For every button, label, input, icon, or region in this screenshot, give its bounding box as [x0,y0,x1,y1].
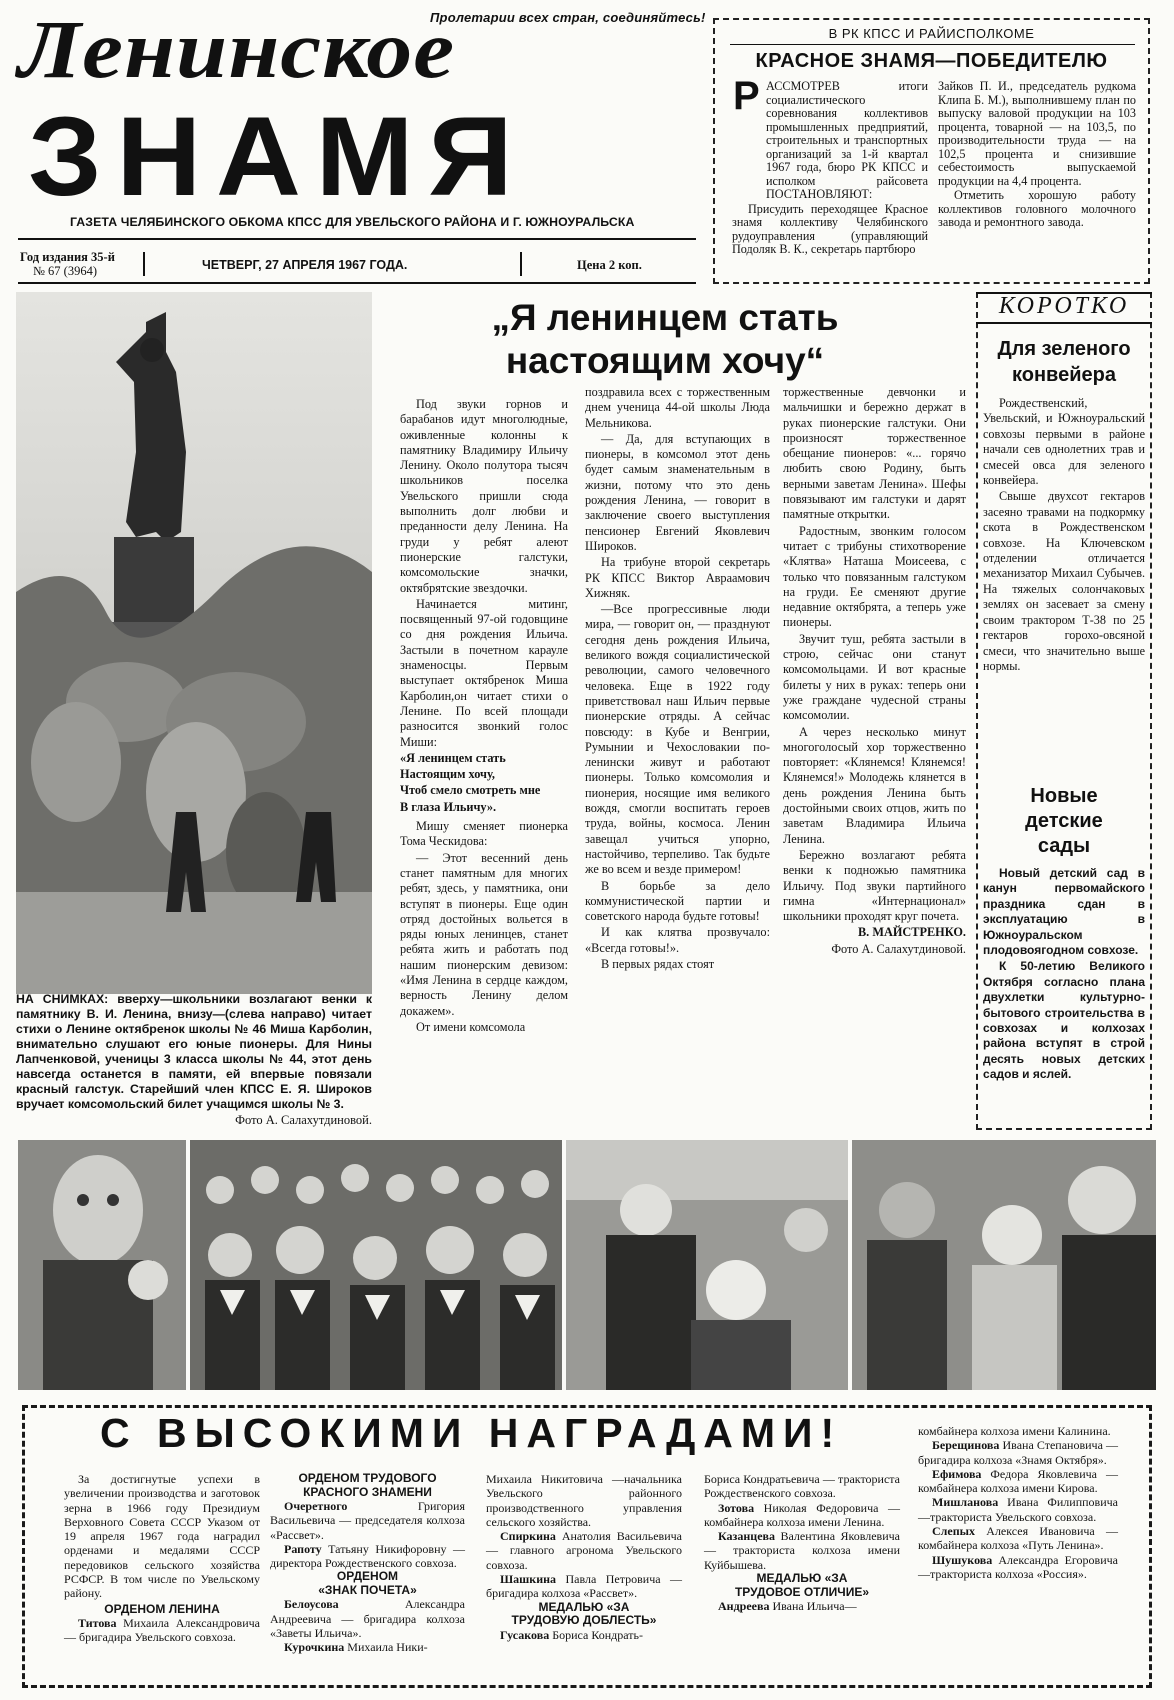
briefly-headline-1 [978,336,1150,388]
briefly-text-2 [983,866,1145,1084]
awardee-kurochkin-a: Михаила Ники- [347,1640,428,1655]
awardee-shushukova-name: Шушукова [932,1552,993,1567]
briefly-headline-2-l3: сады [1037,835,1091,857]
masthead-rule-top [18,238,696,240]
photo-4-image [852,1140,1156,1390]
photo-1 [18,1140,186,1390]
photo-3 [566,1140,848,1390]
masthead-slogan: Пролетарии всех стран, соединяйтесь! [430,10,706,25]
awardee-kurochkin: Михаила Никитовича —начальника Увельского районного производственного управления сельского хозяйства. [486,1472,682,1529]
awardee-zotova-name: Зотова [718,1500,755,1515]
awardee-belousova: Александра Андреевича — бригадира колхоза «Заветы Ильича». [270,1597,465,1641]
briefly-headline-1-l1: Для зеленого [997,338,1131,360]
briefly-p3: Новый детский сад в канун первомайского праздника сдан в эксплуатацию в Южноуральском плодовоягодном совхозе. [983,866,1145,958]
awardee-andreeva-name: Андреева [718,1599,770,1614]
lead-c2p5: В борьбе за дело коммунистической партии и советского народа будьте готовы! [585,878,770,924]
lead-credit: Фото А. Салахутдиновой. [831,941,966,956]
awardee-belousova-name: Белоусова [284,1597,339,1612]
masthead-title-block: ЗНАМЯ [28,94,528,219]
announcement-col2 [938,80,1136,231]
awards-order-znak-l2: «ЗНАК ПОЧЕТА» [318,1582,417,1597]
awards-col-2 [270,1472,465,1655]
lead-c2p1: поздравила всех с торжественным днем ученица 44-ой школы Люда Мельникова. [585,385,770,430]
lead-headline-line2: настоящим хочу“ [505,340,825,381]
monument-photo-credit: Фото А. Салахутдиновой. [235,1113,372,1127]
lead-c2p2: — Да, для вступающих в пионеры, в комсомол этот день будет самым знаменательным в жизни, потому что это день рождения Ленина, — говорит в заключение своего выступления пенсионер Евгений Яковлевич Широков. [585,431,770,553]
awards-col-5 [918,1424,1118,1581]
awardee-spirkin-name: Спиркина [500,1529,556,1544]
lead-signature: В. МАЙСТРЕНКО. [857,925,966,940]
awardee-gusakova-a: Бориса Кондрать- [552,1627,643,1642]
briefly-headline-1-l2: конвейера [1012,364,1116,386]
awardee-titov: Михаила Александровича — бригадира Увельского совхоза. [64,1616,260,1645]
awardee-zotova: Николая Федоровича — комбайнера колхоза имени Ленина. [704,1500,901,1529]
awardee-mishlanova: Ивана Филипповича —тракториста Увельского совхоза. [918,1495,1118,1524]
announcement-col2-text: Зайков П. И., председатель рудкома Клипа Б. М.), выполнившему план по выпуску валовой продукции на 103 процента, товарной — на 103,5, по производительности труда — на 102,5 процента и снизившие себестоимость выпускаемой продукции на 4,4 процента. [938,79,1136,188]
monument-photo-caption [16,992,372,1112]
lead-c1p2: Начинается митинг, посвященный 97-ой годовщине со дня рождения Ильича. Застыли в почетном карауле знаменосцы. Первым выступает октябренок Миша Карболин,он читает стихи о Ленине. По всей площади разносится звонкий голос Миши: [400,596,568,749]
awards-order-trud-l1: ОРДЕНОМ ТРУДОВОГО [298,1471,437,1485]
announcement-col1-text: АССМОТРЕВ итоги социалистического соревнования коллективов промышленных предприятий, строительных и транспортных организаций за 1-й квартал 1967 года, бюро РК КПСС и исполком райсовета ПОСТАНОВЛЯЮТ: [766,79,928,201]
lead-c2p4: —Все прогрессивные люди мира, — говорит он, — празднуют сегодня день рождения Ильича, великого вождя социалистической революции, самого человечного человека. Еще в 1922 году приветствовал наш Ильич первые пионерские отряды. А сейчас повсюду: в Кубе и Венгрии, Румынии и Чехословакии по-ленински живут и работают пионеры. Только комсомолия и пионерия, носящие имя великого вождя, смогли воспитать героев труда, войны, космоса. Ленин завещал учиться упорно, настойчиво, терпеливо. Так будьте же во всем и везде примером! [585,602,770,877]
photo-2 [190,1140,562,1390]
masthead-rule-bottom [18,282,696,284]
awardee-kurochkin-name: Курочкина [284,1640,345,1655]
announcement-rule [730,44,1135,45]
briefly-header-rule [976,322,1152,324]
lead-col-3 [783,385,966,958]
masthead-sep-2 [520,252,522,276]
lead-col-2 [585,385,770,973]
awards-order-znak-l1: ОРДЕНОМ [336,1569,399,1584]
awardee-rapotu: Татьяну Никифоровну — директора Рождественского совхоза. [270,1541,465,1571]
awardee-ocheretnoy: Григория Васильевича — председателя колхоза «Рассвет». [270,1499,465,1542]
briefly-headline-2-l1: Новые [1030,785,1098,807]
awardee-kazantseva-name: Казанцева [718,1529,775,1544]
photo-2-image [190,1140,562,1390]
announcement-kicker: В РК КПСС И РАЙИСПОЛКОМЕ [828,26,1035,41]
lead-c3p2: Радостным, звонким голосом читает с трибуны стихотворение «Клятва» Наташа Моисеева, с только что повязанным галстуком на груди. Ее сменяют другие недавние октябрята, а теперь уже пионеры. [783,523,966,630]
announcement-col1 [732,80,928,258]
lead-c1p5: От имени комсомола [416,1019,526,1034]
briefly-p2: Свыше двухсот гектаров засеяно травами на подкормку скота в Рождественском совхозе. На Ключевском отделении отличается механизатор Михаил Субычев. На тяжелых солончаковых землях он засевает за смену своим трактором Т-38 по 25 гектаров горохо-овсяной смеси, что значительно выше нормы. [983,489,1145,673]
lead-poem-3: Чтоб смело смотреть мне [400,783,541,798]
briefly-header: КОРОТКО [998,293,1130,319]
monument-photo [16,292,372,994]
photo-4 [852,1140,1156,1390]
awardee-shushukova: Александра Егоровича—тракториста колхоза «Россия». [918,1552,1118,1581]
lead-headline [385,296,945,382]
briefly-headline-2-l2: детские [1025,810,1103,832]
awards-c5-top: комбайнера колхоза имени Калинина. [918,1424,1111,1438]
lead-c3p1: торжественные девчонки и мальчишки и бережно держат в руках пионерские галстуки. Они произносят торжественное обещание пионеров: «... горячо любить свою Родину, быть верными заветам Ленина». Шефы повязывают им галстуки и дарят памятные открытки. [783,385,966,522]
awards-col-3 [486,1472,682,1642]
awardee-andreeva: Ивана Ильича— [772,1599,857,1614]
awards-headline: С ВЫСОКИМИ НАГРАДАМИ! [100,1410,843,1456]
lead-c3p3: Звучит туш, ребята застыли в строю, сейчас они станут комсомольцами. И вот красные билеты у них в руках: теперь они уже граждане чудесной страны комсомолии. [783,631,966,723]
lead-headline-line1: „Я ленинцем стать [491,297,839,338]
awards-medal-otl-l2: ТРУДОВОЕ ОТЛИЧИЕ» [734,1584,870,1599]
lead-poem-4: В глаза Ильичу». [400,799,497,814]
awards-intro: За достигнутые успехи в увеличении производства и заготовок зерна в 1966 году Президиум Верховного Совета СССР Указом от 19 апреля 1967 года наградил орденами и медалями СССР передовиков сельского хозяйства РСФСР. В том числе по Увельскому району. [64,1472,260,1601]
briefly-headline-2 [978,784,1150,859]
awardee-titov-name: Титова [78,1616,117,1631]
briefly-p1: Рождественский, Увельский, и Южноуральский совхозы первыми в районе начали сев однолетних трав и смесей овса для зеленого конвейера. [983,396,1145,488]
lead-c2p6: И как клятва прозвучало: «Всегда готовы!». [585,925,770,955]
awardee-rapotu-name: Рапоту [284,1541,322,1556]
awardee-ocheretnoy-name: Очеретного [284,1499,348,1513]
announcement-headline: КРАСНОЕ ЗНАМЯ—ПОБЕДИТЕЛЮ [755,50,1108,72]
lead-c2p7: В первых рядах стоят [601,956,715,971]
awardee-shapkina-name: Шашкина [500,1572,557,1587]
awards-order-trud-l2: КРАСНОГО ЗНАМЕНИ [303,1484,432,1499]
awardee-mishlanova-name: Мишланова [932,1495,999,1510]
awardee-slepyh: Алексея Ивановича — комбайнера колхоза «Путь Ленина». [918,1524,1119,1553]
awards-col-1 [64,1472,260,1645]
awardee-gusakova-name: Гусакова [500,1627,550,1642]
awards-col-4 [704,1472,900,1613]
masthead-issue: № 67 (3964) [33,264,98,278]
masthead-sep-1 [143,252,145,276]
masthead-date: ЧЕТВЕРГ, 27 АПРЕЛЯ 1967 ГОДА. [202,258,408,272]
masthead-price: Цена 2 коп. [577,258,642,272]
awardee-slepyh-name: Слепых [932,1524,976,1539]
awards-medal-otl-l1: МЕДАЛЬЮ «ЗА [756,1571,848,1586]
photo-1-image [18,1140,186,1390]
lead-c1p3: Мишу сменяет пионерка Тома Ческидова: [400,819,568,849]
masthead-year: Год издания 35-й [20,250,115,264]
lead-col-1 [400,397,568,1036]
awardee-bereshinova: Ивана Степановича — бригадира колхоза «Знамя Октября». [918,1438,1118,1467]
lead-c1p1: Под звуки горнов и барабанов идут многолюдные, оживленные колонны к памятнику Владимиру Ильичу Ленину. Около полутора тысяч школьников поселка Увельского пришли сюда выполнить долг любви и преданности делу Ленина. На груди у ребят алеют пионерские галстуки, комсомольские значки, октябрятские звездочки. [400,397,568,595]
briefly-p4: К 50-летию Великого Октября согласно плана двухлетки культурно-бытового строительства в совхозах и колхозах района вступят в строй десять новых детских садов и яслей. [983,959,1145,1082]
awardee-spirkin: Анатолия Васильевича — главного агронома Увельского совхоза. [486,1529,683,1572]
lead-c1p4: — Этот весенний день станет памятным для многих ребят, здесь, у памятника, они вступят в пионеры. Еще один отряд достойных вольется в ряды юных ленинцев, станет ребята жить и работать под нашим пионерским девизом: «Имя Ленина в сердце каждом, верность Ленину делом докажем». [400,850,568,1018]
awardee-shapkina: Павла Петровича — бригадира колхоза «Рассвет». [486,1572,683,1601]
lead-c2p3: На трибуне второй секретарь РК КПСС Виктор Авраамович Хижняк. [585,555,770,600]
awardee-efimova: Федора Яковлевича — комбайнера колхоза имени Кирова. [918,1466,1118,1496]
caption-text: вверху—школьники возлагают венки к памятнику В. И. Ленина, внизу—(слева направо) читает стихи о Ленине октябренок школы № 46 Миша Карболин, внимательно слушают его юные пионеры. Для Нины Лапченковой, ученицы 3 класса школы № 44, этот день навсегда останется в памяти, ей впервые повязали красный галстук. Старейший член КПСС Е. Я. Широков вручает комсомольский билет учащимся школы № 3. [16,992,373,1111]
lead-c3p4: А через несколько минут многоголосый хор торжественно повторяет: «Клянемся! Клянемся! Клянемся!» Молодежь клянется в день рождения Ленина быть достойными своих отцов, жить по заветам Владимира Ильича Ленина. [783,724,966,846]
masthead-title-script: Ленинское [18,3,456,96]
lead-c3p5: Бережно возлагают ребята венки к подножью памятника Ильичу. Под звуки партийного гимна «Интернационал» школьники проходят круг почета. [783,847,966,924]
awardee-bereshinova-name: Берещинова [932,1438,1000,1453]
awardee-gusakova: Бориса Кондратьевича — тракториста Рождественского совхоза. [704,1472,900,1501]
lead-poem-1: «Я ленинцем стать [400,750,506,765]
awards-medal-trud-l2: ТРУДОВУЮ ДОБЛЕСТЬ» [511,1613,657,1628]
awardee-kazantseva: Валентина Яковлевича — тракториста колхоза имени Куйбышева. [704,1529,900,1572]
caption-head: НА СНИМКАХ: [16,992,109,1006]
briefly-text-1 [983,396,1145,675]
photo-3-image [566,1140,848,1390]
announcement-col1b-text: Присудить переходящее Красное знамя коллективу Челябинского рудоуправления (управляющий Подоляк В. К., секретарь партбюро [732,201,928,256]
lead-poem-2: Настоящим хочу, [400,767,495,782]
announcement-dropcap: Р [733,74,760,118]
awards-medal-trud-l1: МЕДАЛЬЮ «ЗА [538,1599,630,1614]
awards-order-lenin: ОРДЕНОМ ЛЕНИНА [104,1601,220,1616]
masthead-subtitle: ГАЗЕТА ЧЕЛЯБИНСКОГО ОБКОМА КПСС ДЛЯ УВЕЛЬСКОГО РАЙОНА И Г. ЮЖНОУРАЛЬСКА [70,215,635,229]
monument-photo-image [16,292,372,994]
announcement-col2b-text: Отметить хорошую работу коллективов головного молочного завода и ремонтного завода. [938,188,1136,229]
awardee-efimova-name: Ефимова [932,1466,982,1481]
